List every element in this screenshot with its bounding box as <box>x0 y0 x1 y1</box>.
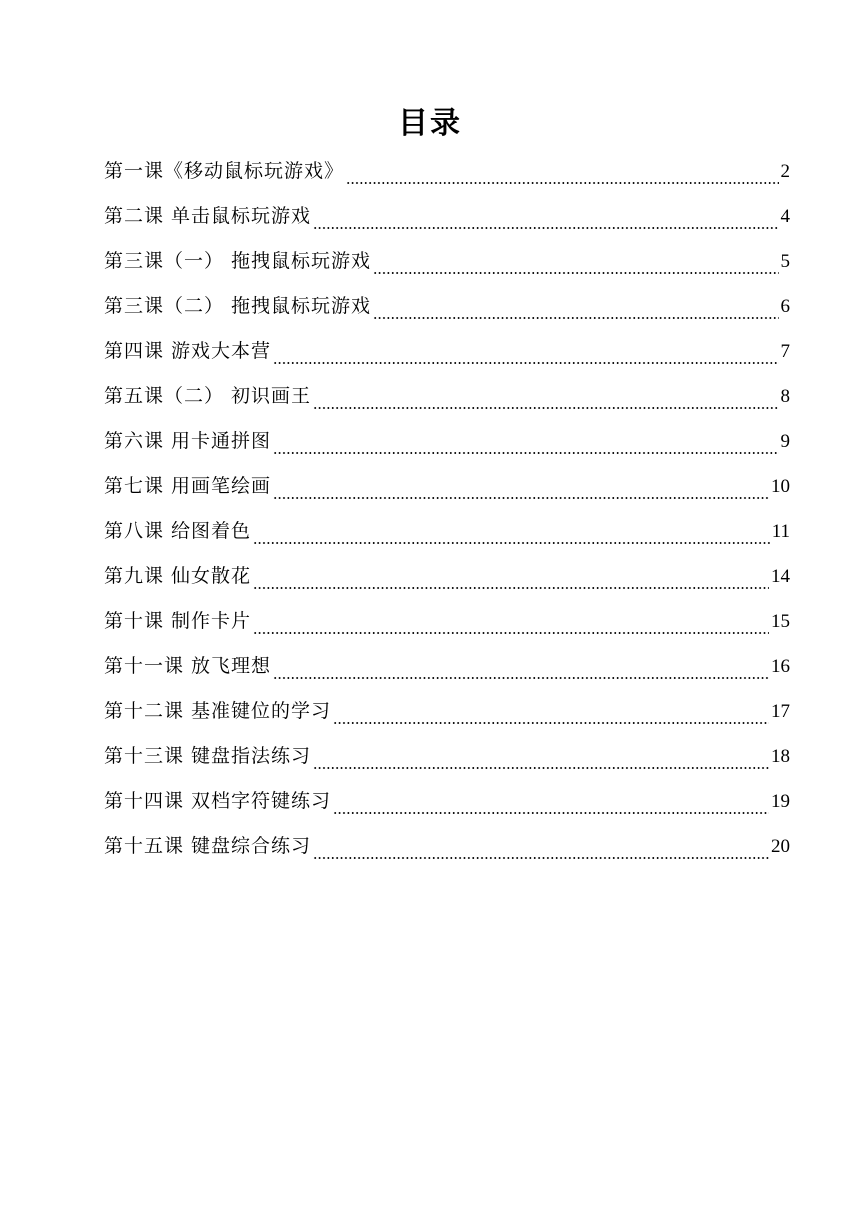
toc-entry-page: 20 <box>771 836 790 857</box>
toc-entry[interactable] <box>104 826 790 871</box>
toc-entry-page: 17 <box>771 701 790 722</box>
toc-entry[interactable] <box>104 646 790 691</box>
toc-dot-leader <box>253 587 769 589</box>
toc-entry[interactable] <box>104 691 790 736</box>
toc-dot-leader <box>253 632 769 634</box>
toc-entry[interactable] <box>104 556 790 601</box>
toc-entry[interactable] <box>104 196 790 241</box>
toc-entry-page: 6 <box>780 296 790 317</box>
toc-dot-leader <box>273 452 778 454</box>
toc-entry[interactable] <box>104 241 790 286</box>
toc-entry-label: 第十三课 键盘指法练习 <box>104 745 312 767</box>
toc-dot-leader <box>333 812 769 814</box>
toc-entry[interactable] <box>104 151 790 196</box>
toc-entry[interactable] <box>104 376 790 421</box>
toc-dot-leader <box>313 407 778 409</box>
toc-entry-label: 第九课 仙女散花 <box>104 565 252 587</box>
toc-entry-label: 第十课 制作卡片 <box>104 610 252 632</box>
toc-entry-label: 第十二课 基准键位的学习 <box>104 700 332 722</box>
toc-entry-label: 第三课（一） 拖拽鼠标玩游戏 <box>104 250 372 272</box>
toc-entry-label: 第十一课 放飞理想 <box>104 655 272 677</box>
toc-entry-label: 第八课 给图着色 <box>104 520 252 542</box>
toc-dot-leader <box>253 542 770 544</box>
toc-entry[interactable] <box>104 601 790 646</box>
toc-entry-page: 10 <box>771 476 790 497</box>
toc-entry[interactable] <box>104 421 790 466</box>
toc-entry-label: 第四课 游戏大本营 <box>104 340 272 362</box>
toc-entry-page: 5 <box>780 251 790 272</box>
toc-entry-label: 第十五课 键盘综合练习 <box>104 835 312 857</box>
toc-entry-label: 第二课 单击鼠标玩游戏 <box>104 205 312 227</box>
toc-dot-leader <box>273 497 769 499</box>
toc-entry-label: 第十四课 双档字符键练习 <box>104 790 332 812</box>
toc-entry-page: 18 <box>771 746 790 767</box>
toc-entry-label: 第七课 用画笔绘画 <box>104 475 272 497</box>
toc-entry-page: 7 <box>780 341 790 362</box>
toc-entry-page: 9 <box>780 431 790 452</box>
toc-entry-label: 第三课（二） 拖拽鼠标玩游戏 <box>104 295 372 317</box>
toc-title: 目录 <box>398 106 462 141</box>
toc-entry[interactable] <box>104 781 790 826</box>
toc-entry[interactable] <box>104 466 790 511</box>
toc-entry-page: 11 <box>771 521 790 542</box>
toc-dot-leader <box>346 182 778 184</box>
toc-dot-leader <box>373 317 778 319</box>
toc-dot-leader <box>313 767 769 769</box>
toc-entry-page: 14 <box>771 566 790 587</box>
toc-entry[interactable] <box>104 736 790 781</box>
toc-entry-label: 第六课 用卡通拼图 <box>104 430 272 452</box>
toc-entry-label: 第一课《移动鼠标玩游戏》 <box>104 160 345 182</box>
toc-entry[interactable] <box>104 511 790 556</box>
toc-entry-page: 4 <box>780 206 790 227</box>
toc-entry-page: 2 <box>780 161 790 182</box>
toc-dot-leader <box>373 272 778 274</box>
toc-entry[interactable] <box>104 331 790 376</box>
toc-entry-page: 15 <box>771 611 790 632</box>
toc-dot-leader <box>313 227 778 229</box>
toc-entry-page: 19 <box>771 791 790 812</box>
toc-entry-label: 第五课（二） 初识画王 <box>104 385 312 407</box>
toc-entry-page: 16 <box>771 656 790 677</box>
toc-dot-leader <box>333 722 769 724</box>
toc-entry-page: 8 <box>780 386 790 407</box>
toc-entry[interactable] <box>104 286 790 331</box>
toc-list <box>104 151 790 871</box>
toc-dot-leader <box>273 362 778 364</box>
toc-dot-leader <box>273 677 769 679</box>
toc-dot-leader <box>313 857 769 859</box>
